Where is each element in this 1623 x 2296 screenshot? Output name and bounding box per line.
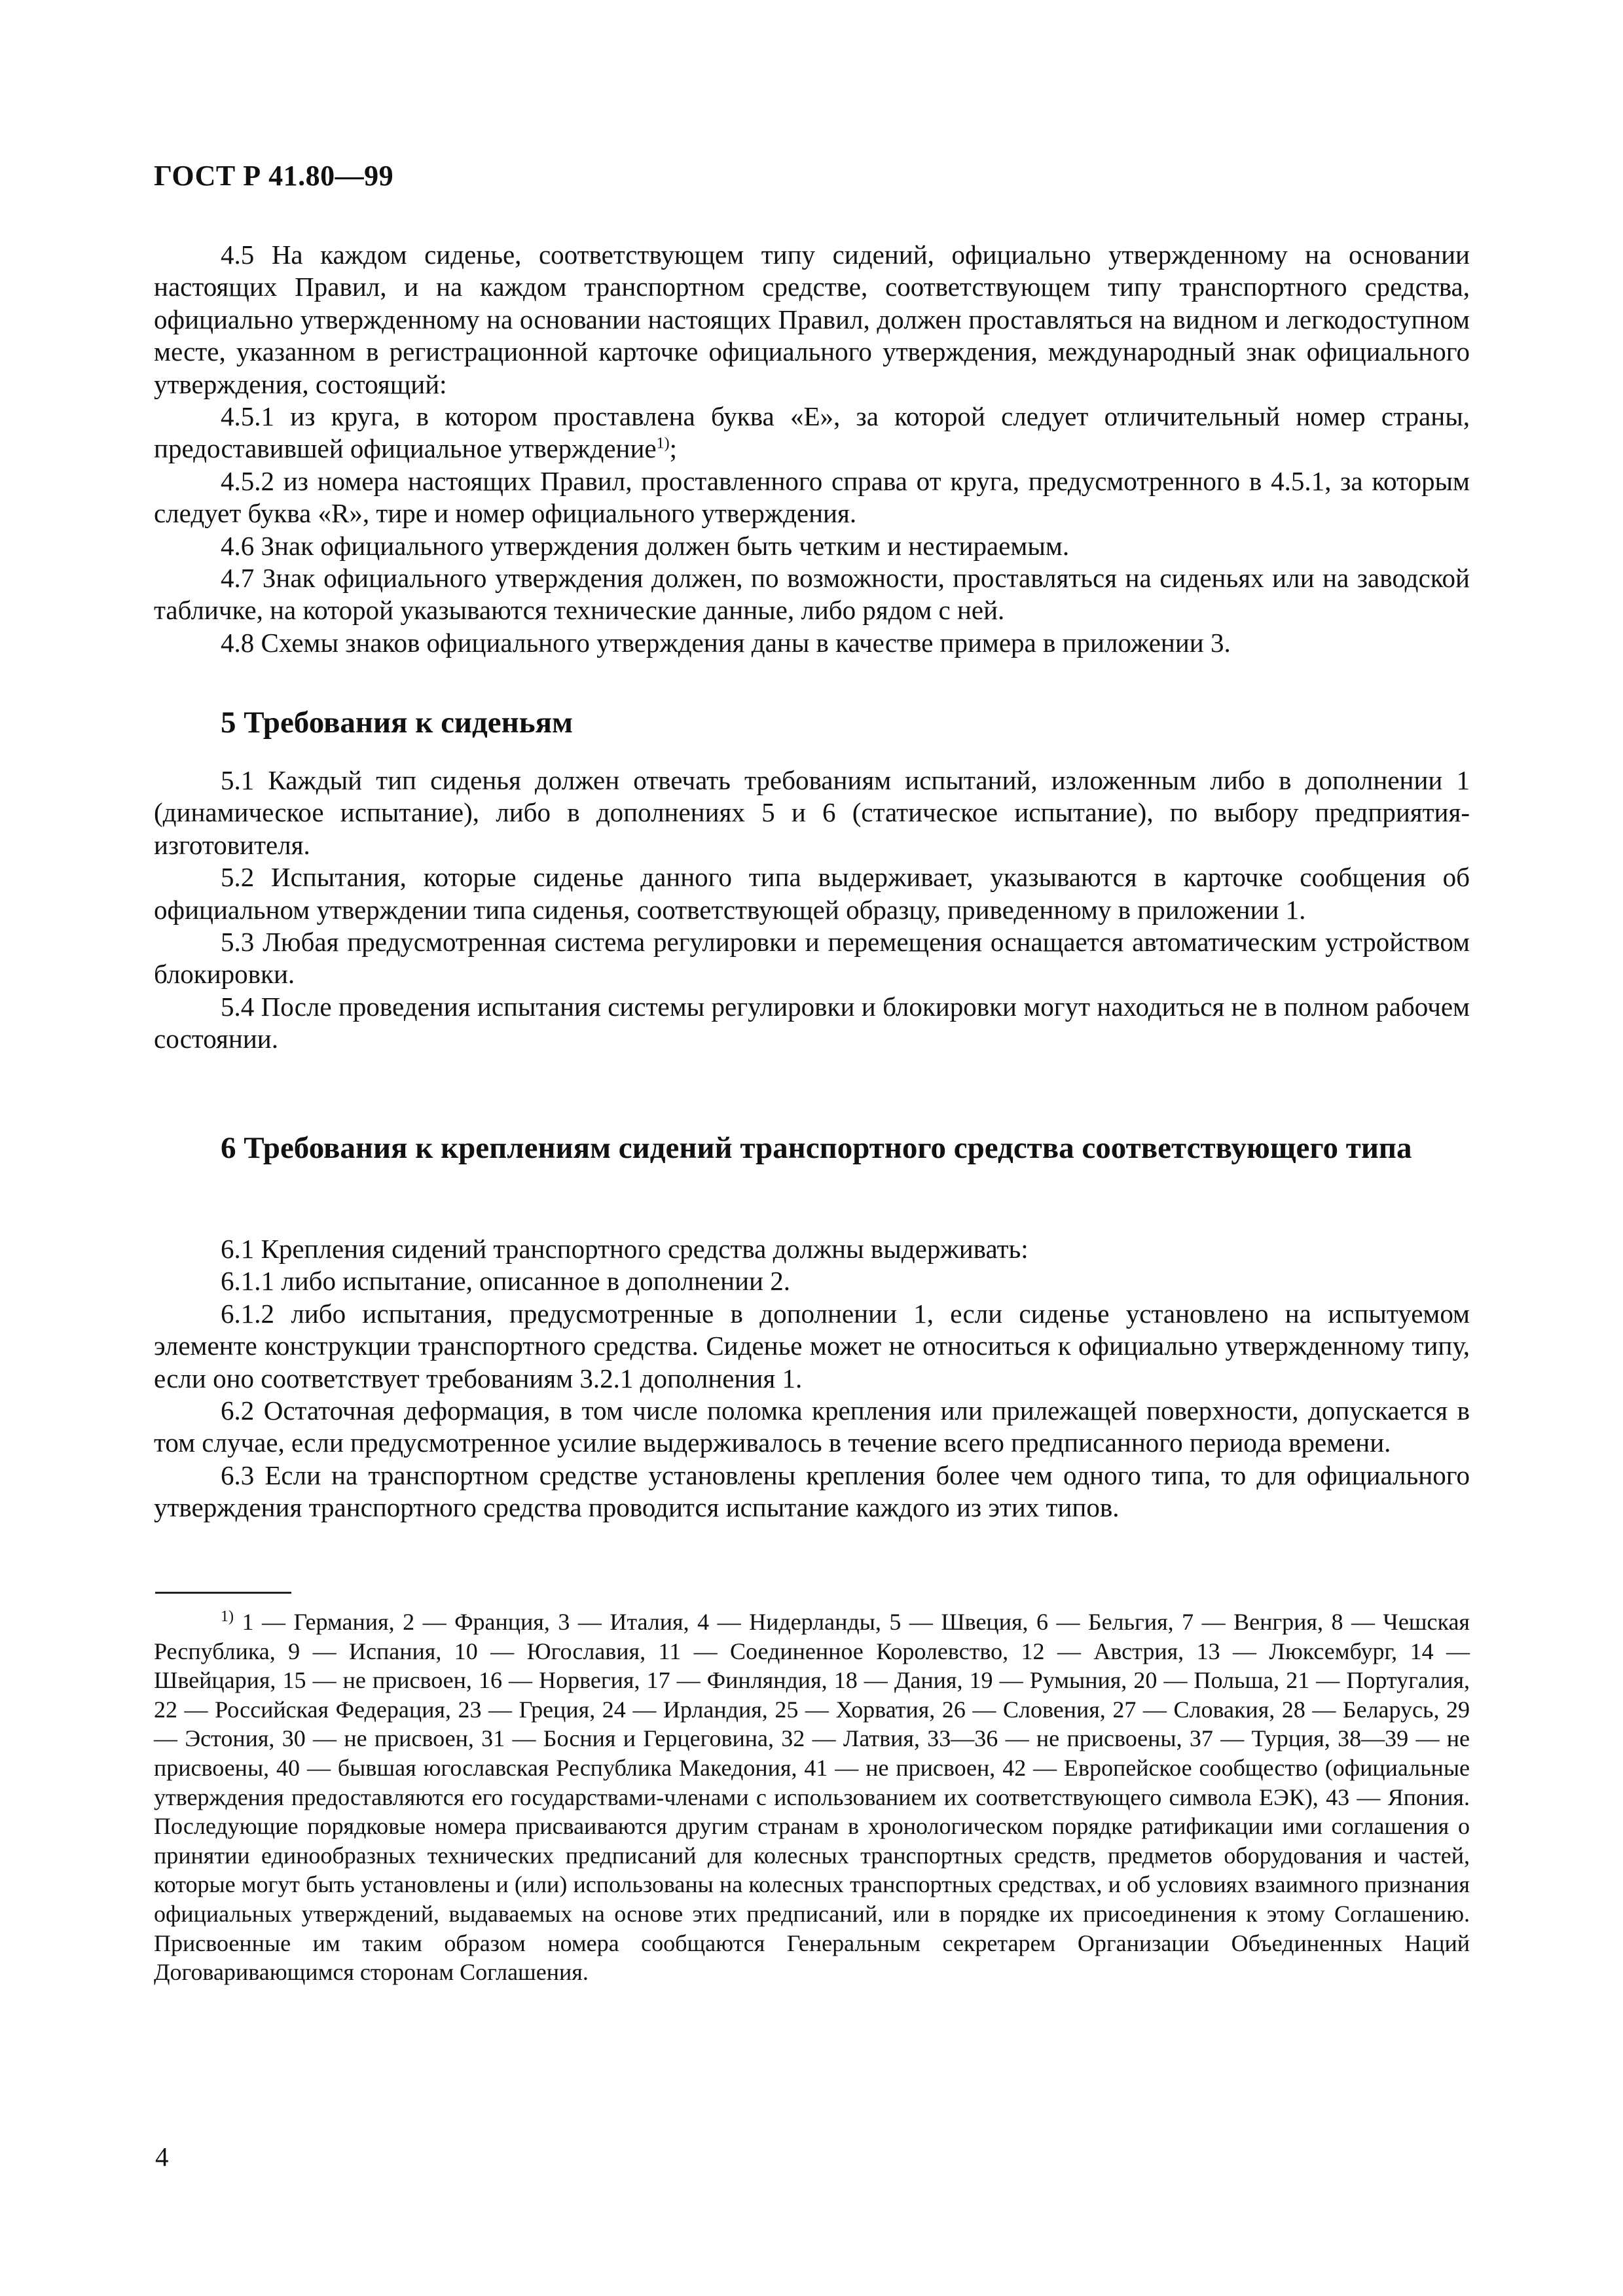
- paragraph-6-1-2: 6.1.2 либо испытания, предусмотренные в дополнении 1, если сиденье установлено на испытуемом элементе конструкции транспортного средства. Сиденье может не относиться к официально утвержденному типу, если оно соответствует требованиям 3.2.1 дополнения 1.: [154, 1298, 1470, 1393]
- paragraph-4-6: 4.6 Знак официального утверждения должен быть четким и нестираемым.: [221, 530, 1070, 561]
- paragraph-4-5: 4.5 На каждом сиденье, соответствующем типу сидений, официально утвержденному на основании настоящих Правил, и на каждом транспортном средстве, соответствующем типу транспортного средства, официально утвержденному на основании настоящих Правил, должен проставляться на видном и легкодоступном месте, указанном в регистрационной карточке официального утверждения, международный знак официального утверждения, состоящий:: [154, 240, 1470, 399]
- footnote: [154, 1607, 1470, 1987]
- paragraph-6-1: 6.1 Крепления сидений транспортного средства должны выдерживать:: [221, 1234, 1029, 1264]
- paragraph-6-2: 6.2 Остаточная деформация, в том числе поломка крепления или прилежащей поверхности, допускается в том случае, если предусмотренное усилие выдерживалось в течение всего предписанного периода времени.: [154, 1395, 1470, 1458]
- footnote-marker: 1): [221, 1608, 234, 1625]
- paragraph-4-7: 4.7 Знак официального утверждения должен, по возможности, проставляться на сиденьях или на заводской табличке, на которой указываются технические данные, либо рядом с ней.: [154, 563, 1470, 626]
- document-code-header: ГОСТ Р 41.80—99: [154, 160, 394, 192]
- paragraph-4-8: 4.8 Схемы знаков официального утверждения даны в качестве примера в приложении 3.: [221, 627, 1231, 658]
- paragraph-4-5-1-end: ;: [669, 433, 678, 464]
- paragraph-4-5-1: [154, 401, 1470, 465]
- section-6-heading: 6 Требования к креплениям сидений транспортного средства соответствующего типа: [221, 1131, 1412, 1165]
- paragraph-4-5-1-text: 4.5.1 из круга, в котором проставлена буква «Е», за которой следует отличительный номер страны, предоставившей официальное утверждение: [154, 401, 1470, 464]
- section-5-text: [154, 764, 1470, 1056]
- section-4-text: [154, 239, 1470, 659]
- paragraph-6-1-1: 6.1.1 либо испытание, описанное в дополнении 2.: [221, 1266, 790, 1297]
- paragraph-5-1: 5.1 Каждый тип сиденья должен отвечать требованиям испытаний, изложенным либо в дополнении 1 (динамическое испытание), либо в дополнениях 5 и 6 (статическое испытание), по выбору предприятия-изготовителя.: [154, 765, 1470, 860]
- paragraph-4-5-2: 4.5.2 из номера настоящих Правил, проставленного справа от круга, предусмотренного в 4.5.1, за которым следует буква «R», тире и номер официального утверждения.: [154, 465, 1470, 529]
- paragraph-5-3: 5.3 Любая предусмотренная система регулировки и перемещения оснащается автоматическим устройством блокировки.: [154, 927, 1470, 990]
- section-5-heading: 5 Требования к сиденьям: [221, 706, 574, 740]
- paragraph-6-3: 6.3 Если на транспортном средстве установлены крепления более чем одного типа, то для официального утверждения транспортного средства проводится испытание каждого из этих типов.: [154, 1460, 1470, 1523]
- footnote-text: 1 — Германия, 2 — Франция, 3 — Италия, 4 — Нидерланды, 5 — Швеция, 6 — Бельгия, 7 — Венгрия, 8 — Чешская Республика, 9 — Испания, 10 — Югославия, 11 — Соединенное Королевство, 12 — Австрия, 13 — Люксембург, 14 — Швейцария, 15 — не присвоен, 16 — Норвегия, 17 — Финляндия, 18 — Дания, 19 — Румыния, 20 — Польша, 21 — Португалия, 22 — Российская Федерация, 23 — Греция, 24 — Ирландия, 25 — Хорватия, 26 — Словения, 27 — Словакия, 28 — Беларусь, 29 — Эстония, 30 — не присвоен, 31 — Босния и Герцеговина, 32 — Латвия, 33—36 — не присвоены, 37 — Турция, 38—39 — не присвоены, 40 — бывшая югославская Республика Македония, 41 — не присвоен, 42 — Европейское сообщество (официальные утверждения предоставляются его государствами-членами с использованием их соответствующего символа ЕЭК), 43 — Япония. Последующие порядковые номера присваиваются другим странам в хронологическом порядке ратификации ими соглашения о принятии единообразных технических предписаний для колесных транспортных средств, предметов оборудования и частей, которые могут быть установлены и (или) использованы на колесных транспортных средствах, и об условиях взаимного признания официальных утверждений, выдаваемых на основе этих предписаний, или в порядке их присоединения к этому Соглашению. Присвоенные им таким образом номера сообщаются Генеральным секретарем Организации Объединенных Наций Договаривающимся сторонам Соглашения.: [154, 1609, 1470, 1986]
- page-number: 4: [155, 2142, 169, 2172]
- section-6-text: [154, 1233, 1470, 1524]
- footnote-reference: 1): [656, 435, 670, 452]
- footnote-divider: [155, 1592, 291, 1594]
- paragraph-5-2: 5.2 Испытания, которые сиденье данного типа выдерживает, указываются в карточке сообщения об официальном утверждении типа сиденья, соответствующей образцу, приведенному в приложении 1.: [154, 862, 1470, 925]
- paragraph-5-4: 5.4 После проведения испытания системы регулировки и блокировки могут находиться не в полном рабочем состоянии.: [154, 991, 1470, 1054]
